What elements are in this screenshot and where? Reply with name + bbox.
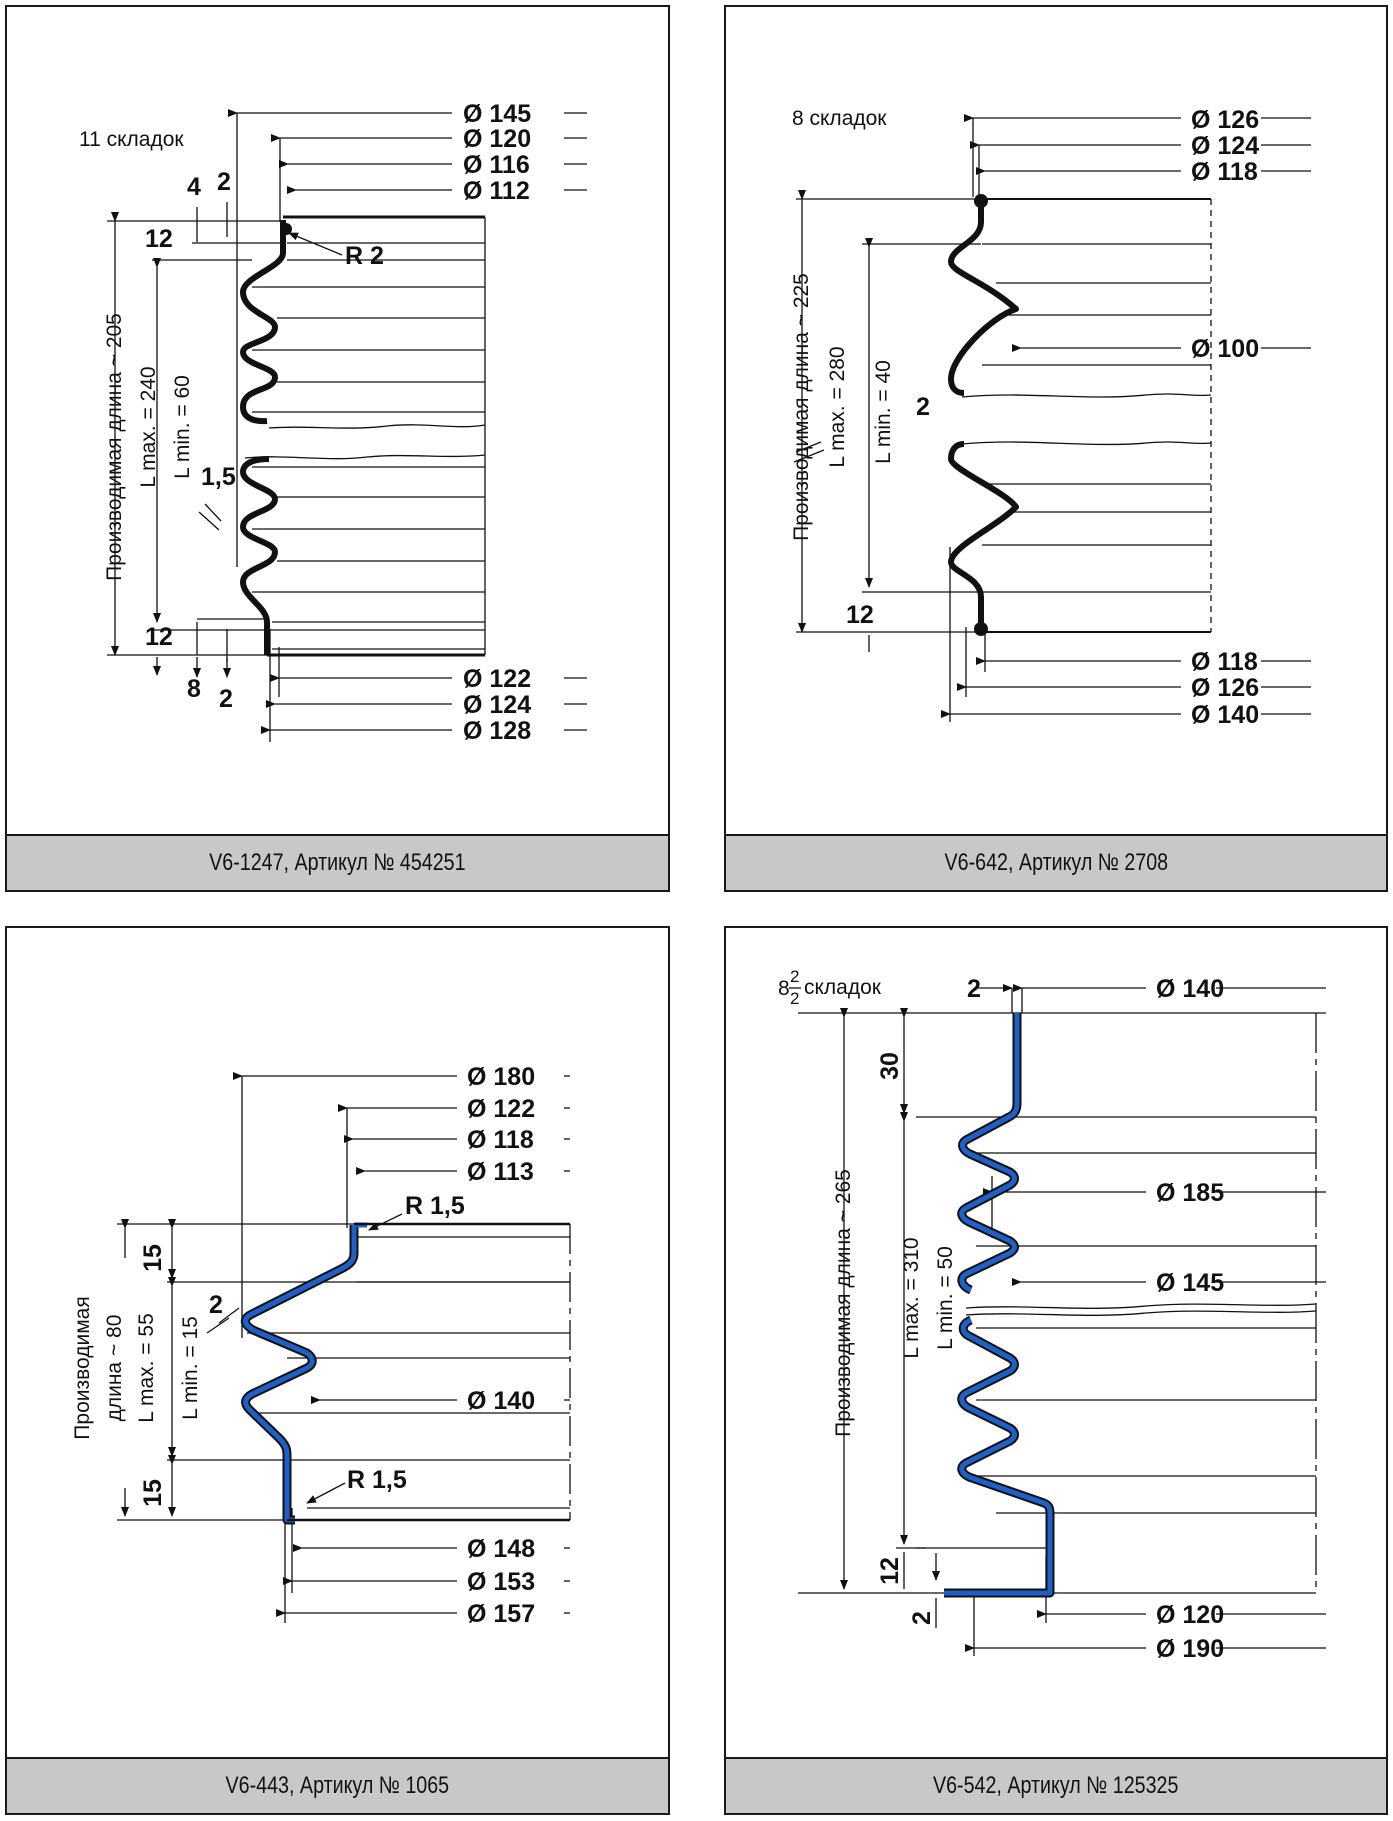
dia-mid-2: Ø 145 (1156, 1269, 1225, 1297)
panel-v6-642 (724, 5, 1388, 892)
dim-12-bottom: 12 (145, 623, 173, 651)
dia-top-2: Ø 124 (1191, 132, 1260, 160)
dim-1-5: 1,5 (201, 463, 236, 491)
dia-bottom-2: Ø 153 (467, 1568, 536, 1596)
dia-bottom-2: Ø 190 (1156, 1635, 1225, 1663)
length-installed: Производимая длина ~ 225 (790, 273, 813, 541)
dia-top-2: Ø 122 (467, 1095, 536, 1123)
dim-2: 2 (209, 1291, 223, 1319)
l-min: L min. = 15 (179, 1316, 202, 1420)
radius-top: R 1,5 (405, 1192, 465, 1220)
l-max: L max. = 240 (137, 366, 160, 488)
panel-v6-1247 (5, 5, 670, 892)
caption-v6-1247: V6-1247, Артикул № 454251 (7, 834, 668, 890)
caption-v6-443: V6-443, Артикул № 1065 (7, 1757, 668, 1813)
drawing-v6-542 (726, 928, 1386, 1759)
length-installed-1: Производимая (71, 1296, 94, 1440)
dia-bottom-2: Ø 126 (1191, 674, 1260, 702)
l-max: L max. = 310 (900, 1237, 923, 1359)
dia-top-1: Ø 145 (463, 100, 532, 128)
radius-label: R 2 (345, 242, 384, 270)
folds-word: складок (804, 976, 881, 999)
dia-top: Ø 140 (1156, 975, 1225, 1003)
dia-mid: Ø 140 (467, 1387, 536, 1415)
dim-8: 8 (187, 675, 201, 703)
dia-bottom-3: Ø 128 (463, 717, 532, 745)
dia-top-4: Ø 112 (463, 177, 530, 205)
drawing-v6-1247 (7, 7, 668, 836)
dia-bottom-3: Ø 157 (467, 1600, 536, 1628)
dia-bottom-1: Ø 148 (467, 1535, 536, 1563)
length-installed: Производимая длина ~ 205 (103, 313, 126, 581)
caption-v6-542: V6-542, Артикул № 125325 (726, 1757, 1386, 1813)
dim-12: 12 (876, 1557, 904, 1585)
length-installed-2: длина ~ 80 (103, 1314, 126, 1422)
dia-top-3: Ø 118 (1191, 158, 1258, 186)
dim-4: 4 (187, 173, 201, 201)
folds-frac-bottom: 2 (790, 989, 800, 1008)
caption-v6-642: V6-642, Артикул № 2708 (726, 834, 1386, 890)
dia-bottom-1: Ø 118 (1191, 648, 1258, 676)
radius-bottom: R 1,5 (347, 1466, 407, 1494)
panel-v6-542 (724, 926, 1388, 1815)
l-max: L max. = 55 (135, 1313, 158, 1423)
dia-top-4: Ø 113 (467, 1158, 534, 1186)
dia-mid: Ø 100 (1191, 335, 1260, 363)
dim-12-top: 12 (145, 225, 173, 253)
dim-30: 30 (876, 1052, 904, 1080)
folds-frac-top: 2 (790, 967, 800, 986)
length-installed: Производимая длина ~ 265 (832, 1169, 855, 1437)
dia-bottom-2: Ø 124 (463, 691, 532, 719)
drawing-v6-443 (7, 928, 668, 1759)
dim-2: 2 (916, 393, 930, 421)
dia-bottom-3: Ø 140 (1191, 701, 1260, 729)
dim-2-bottom: 2 (908, 1611, 936, 1625)
dia-top-3: Ø 116 (463, 151, 530, 179)
l-min: L min. = 60 (171, 375, 194, 479)
folds-num: 8 (778, 977, 790, 1000)
dia-top-2: Ø 120 (463, 125, 532, 153)
l-max: L max. = 280 (826, 346, 849, 468)
dim-12: 12 (846, 601, 874, 629)
panel-v6-443 (5, 926, 670, 1815)
l-min: L min. = 50 (934, 1246, 957, 1350)
dia-bottom-1: Ø 122 (463, 665, 532, 693)
dim-2-top: 2 (217, 168, 231, 196)
dim-2-bottom: 2 (219, 685, 233, 713)
folds-label: 11 складок (79, 128, 184, 151)
dia-top-1: Ø 180 (467, 1063, 536, 1091)
dim-15-top: 15 (139, 1244, 167, 1272)
drawing-v6-642 (726, 7, 1386, 836)
folds-label: 8 складок (792, 107, 887, 130)
dia-bottom-1: Ø 120 (1156, 1601, 1225, 1629)
dia-top-1: Ø 126 (1191, 106, 1260, 134)
dim-2-top: 2 (967, 975, 981, 1003)
dim-15-bottom: 15 (139, 1479, 167, 1507)
dia-top-3: Ø 118 (467, 1126, 534, 1154)
l-min: L min. = 40 (872, 360, 895, 464)
dia-mid-1: Ø 185 (1156, 1179, 1225, 1207)
